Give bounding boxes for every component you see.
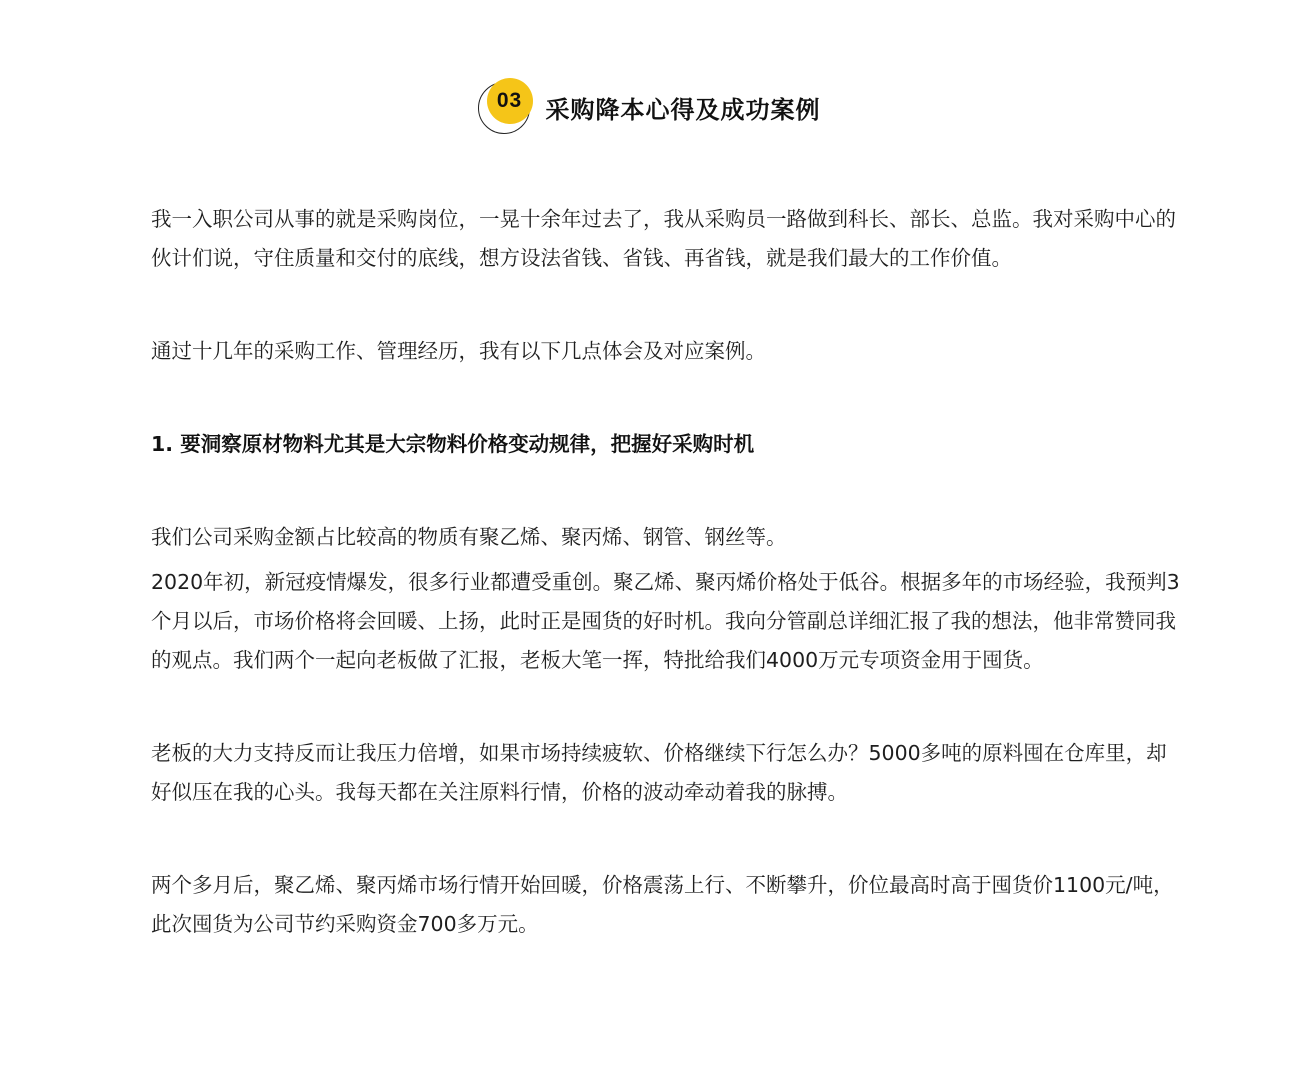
subheading-1: 1. 要洞察原材物料尤其是大宗物料价格变动规律，把握好采购时机 — [151, 432, 755, 456]
section-number: 03 — [487, 78, 533, 124]
paragraph-materials: 我们公司采购金额占比较高的物质有聚乙烯、聚丙烯、钢管、钢丝等。 — [151, 525, 787, 549]
section-header — [0, 78, 1298, 136]
article-body — [151, 200, 1181, 944]
paragraph-2020: 2020年初，新冠疫情爆发，很多行业都遭受重创。聚乙烯、聚丙烯价格处于低谷。根据多年的市场经验，我预判3个月以后，市场价格将会回暖、上扬，此时正是囤货的好时机。我向分管副总详细汇报了我的想法，他非常赞同我的观点。我们两个一起向老板做了汇报，老板大笔一挥，特批给我们4000万元专项资金用于囤货。 — [151, 570, 1180, 672]
paragraph-summary: 通过十几年的采购工作、管理经历，我有以下几点体会及对应案例。 — [151, 339, 766, 363]
paragraph-result: 两个多月后，聚乙烯、聚丙烯市场行情开始回暖，价格震荡上行、不断攀升，价位最高时高于囤货价1100元/吨，此次囤货为公司节约采购资金700多万元。 — [151, 873, 1174, 936]
section-number-badge — [478, 78, 536, 136]
paragraph-pressure: 老板的大力支持反而让我压力倍增，如果市场持续疲软、价格继续下行怎么办？5000多吨的原料囤在仓库里，却好似压在我的心头。我每天都在关注原料行情，价格的波动牵动着我的脉搏。 — [151, 741, 1167, 804]
paragraph-intro: 我一入职公司从事的就是采购岗位，一晃十余年过去了，我从采购员一路做到科长、部长、总监。我对采购中心的伙计们说，守住质量和交付的底线，想方设法省钱、省钱、再省钱，就是我们最大的工作价值。 — [151, 207, 1176, 270]
section-title: 采购降本心得及成功案例 — [545, 95, 821, 124]
